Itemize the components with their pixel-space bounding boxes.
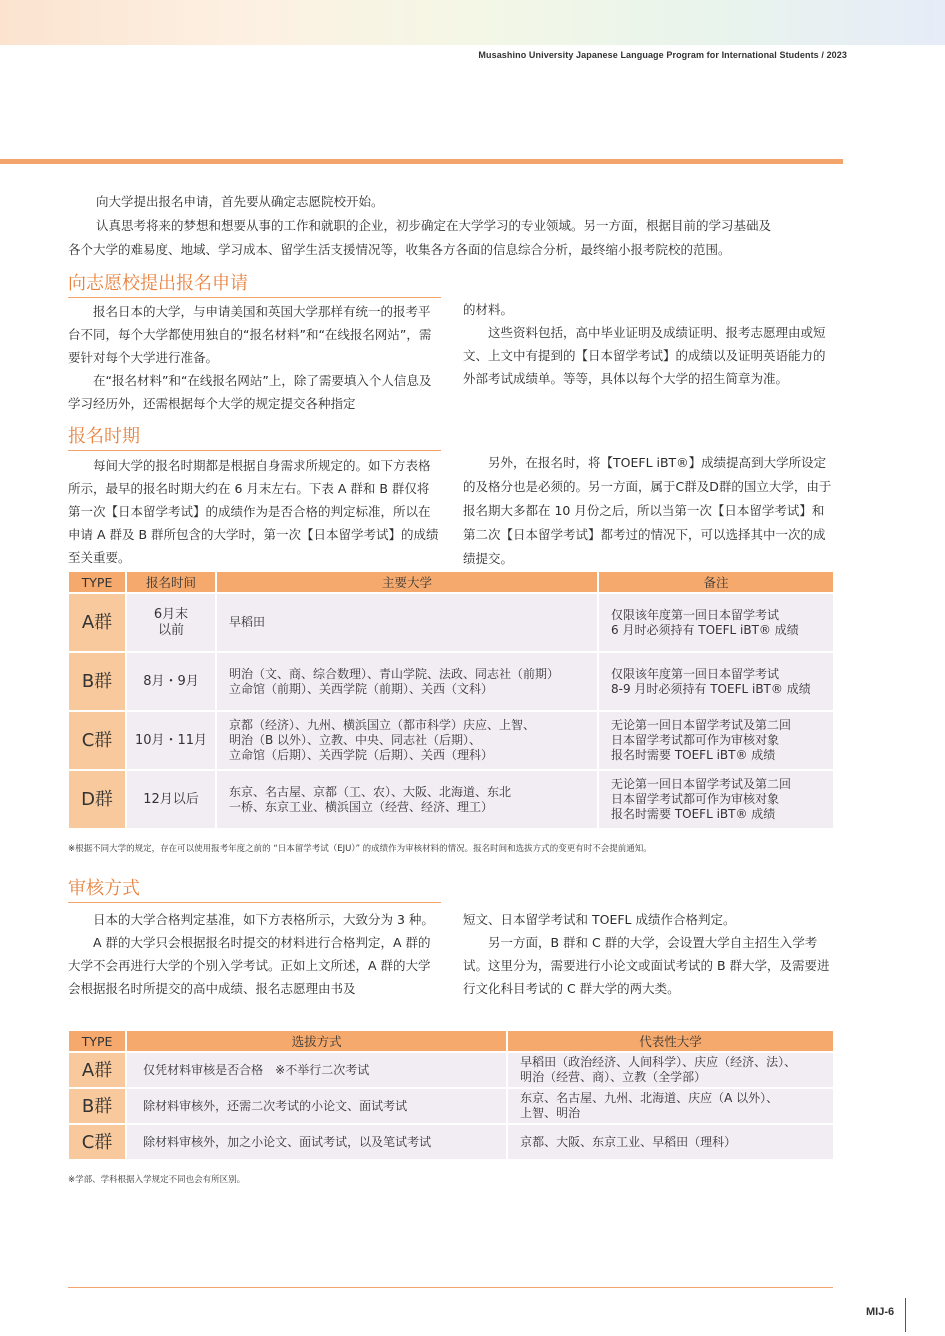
footer-rule [68, 1287, 833, 1288]
note-line: 报名时需要 TOEFL iBT® 成绩 [611, 807, 776, 821]
section3-left-paragraph-2: A 群的大学只会根据报名时提交的材料进行合格判定，A 群的大学不会再进行大学的个别入学考试。正如上文所述，A 群的大学会根据报名时所提交的高中成绩、报名志愿理由书及 [68, 935, 431, 996]
top-gradient-band [0, 0, 945, 45]
table-row [69, 771, 833, 828]
page-number-divider [905, 1298, 906, 1332]
table2-footnote: ※学部、学科根据入学规定不同也会有所区别。 [68, 1175, 246, 1185]
header-period: 报名时间 [127, 572, 215, 592]
university-line: 京都（经济）、九州、横浜国立（都市科学）庆应、上智、 [229, 718, 536, 732]
table-header-row [69, 572, 833, 592]
method-cell: 除材料审核外，加之小论文、面试考试，以及笔试考试 [127, 1125, 506, 1159]
universities-cell [217, 653, 597, 710]
section-title-screening: 审核方式 [68, 878, 441, 903]
section3-right-paragraph-1: 另一方面，B 群和 C 群的大学，会设置大学自主招生入学考试。这里分为，需要进行小论文或面试考试的 B 群大学，及需要进行文化科目考试的 C 群大学的两大类。 [463, 935, 830, 996]
section3-left-paragraph-1: 日本的大学合格判定基准，如下方表格所示，大致分为 3 种。 [93, 912, 434, 927]
intro-paragraph-2a: 认真思考将来的梦想和想要从事的工作和就职的企业，初步确定在大学学习的专业领域。另一方面，根据目前的学习基础及 [96, 218, 772, 233]
header-universities: 主要大学 [217, 572, 597, 592]
universities-cell [217, 712, 597, 769]
university-line: 京都、大阪、东京工业、早稻田（理科） [520, 1134, 737, 1149]
header-type: TYPE [69, 1031, 125, 1051]
note-line: 8-9 月时必须持有 TOEFL iBT® 成绩 [611, 681, 811, 696]
note-line: 日本留学考试都可作为审核对象 [611, 792, 780, 806]
type-cell: B群 [69, 1089, 125, 1123]
section2-right-column [463, 451, 833, 571]
section3-left-column [68, 908, 440, 1000]
table-row [69, 1125, 833, 1159]
university-line: 立命馆（后期）、关西学院（后期）、关西（理科） [229, 748, 494, 762]
note-line: 无论第一回日本留学考试及第二回 [611, 777, 792, 791]
section2-right-paragraph-1: 另外，在报名时，将【TOEFL iBT®】成绩提高到大学所设定的及格分也是必须的。另一方面，属于C群及D群的国立大学，由于报名期大多都在 10 月份之后，所以当第一次【日本留学考试】和第二次【日本留学考试】都考过的情况下，可以选择其中一次的成绩提交。 [463, 455, 832, 566]
university-line: 明治（文、商、综合数理）、青山学院、法政、同志社（前期） [229, 666, 560, 681]
note-line: 仅限该年度第一回日本留学考试 [611, 666, 780, 681]
screening-method-table [67, 1029, 835, 1161]
type-cell: A群 [69, 594, 125, 651]
section1-left-paragraph-1: 报名日本的大学，与申请美国和英国大学那样有统一的报考平台不同，每个大学都使用独自的“报名材料”和“在线报名网站”，需要针对每个大学进行准备。 [68, 304, 432, 365]
note-line: 日本留学考试都可作为审核对象 [611, 733, 780, 747]
note-cell [599, 594, 833, 651]
table-row [69, 1089, 833, 1123]
table1-footnote: ※根据不同大学的规定，存在可以使用报考年度之前的 “日本留学考试（EJU）” 的成绩作为审核材料的情况。报名时间和选拔方式的变更有时不会提前通知。 [68, 844, 652, 854]
representative-cell [508, 1089, 833, 1123]
university-line: 东京、名古屋、九州、北海道、庆应（A 以外）、 [520, 1091, 779, 1105]
representative-cell [508, 1053, 833, 1087]
type-cell: C群 [69, 1125, 125, 1159]
university-line: 明治（B 以外）、立教、中央、同志社（后期）、 [229, 733, 482, 747]
application-period-table [67, 570, 835, 830]
university-line: 上智、明治 [520, 1106, 581, 1120]
university-line: 立命馆（前期）、关西学院（前期）、关西（文科） [229, 681, 494, 696]
university-line: 早稻田 [229, 615, 266, 629]
note-line: 仅限该年度第一回日本留学考试 [611, 607, 780, 622]
type-cell: A群 [69, 1053, 125, 1087]
intro-paragraph-2b: 各个大学的难易度、地域、学习成本、留学生活支援情况等，收集各方各面的信息综合分析，最终缩小报考院校的范围。 [68, 242, 731, 257]
universities-cell [217, 594, 597, 651]
period-cell [127, 653, 215, 710]
period-cell [127, 594, 215, 651]
intro-paragraph-1: 向大学提出报名申请，首先要从确定志愿院校开始。 [96, 194, 384, 209]
section1-right-paragraph-1: 这些资料包括，高中毕业证明及成绩证明、报考志愿理由或短文、上文中有提到的【日本留学考试】的成绩以及证明英语能力的外部考试成绩单。等等，具体以每个大学的招生简章为准。 [463, 325, 826, 386]
section1-left-column [68, 300, 440, 415]
period-line: 10月・11月 [134, 732, 208, 748]
university-line: 一桥、东京工业、横浜国立（经营、经济、理工） [229, 799, 494, 814]
period-cell [127, 712, 215, 769]
period-cell [127, 771, 215, 828]
table-row [69, 712, 833, 769]
period-line: 以前 [157, 622, 184, 638]
header-type: TYPE [69, 572, 125, 592]
note-cell [599, 712, 833, 769]
period-line: 6月末 [153, 606, 189, 622]
note-cell [599, 653, 833, 710]
university-line: 早稻田（政治经济、人间科学）、庆应（经济、法）、 [520, 1055, 797, 1069]
note-cell [599, 771, 833, 828]
period-line: 8月・9月 [143, 673, 199, 689]
header-representative: 代表性大学 [508, 1031, 833, 1051]
table-row [69, 594, 833, 651]
universities-cell [217, 771, 597, 828]
note-line: 无论第一回日本留学考试及第二回 [611, 718, 792, 732]
header-rule [0, 159, 843, 164]
type-cell: C群 [69, 712, 125, 769]
period-line: 12月以后 [143, 791, 199, 807]
type-cell: D群 [69, 771, 125, 828]
section-title-period: 报名时期 [68, 426, 441, 451]
section2-left-column [68, 454, 440, 569]
note-line: 6 月时必须持有 TOEFL iBT® 成绩 [611, 622, 799, 637]
university-line: 明治（经营、商）、立教（全学部） [520, 1070, 707, 1084]
table-row [69, 653, 833, 710]
section3-right-paragraph-0: 短文、日本留学考试和 TOEFL 成绩作合格判定。 [463, 912, 736, 927]
section-title-application: 向志愿校提出报名申请 [68, 273, 441, 298]
header-notes: 备注 [599, 572, 833, 592]
section1-left-paragraph-2: 在“报名材料”和“在线报名网站”上，除了需要填入个人信息及学习经历外，还需根据每个大学的规定提交各种指定 [68, 373, 432, 411]
section1-right-paragraph-0: 的材料。 [463, 302, 514, 317]
type-cell: B群 [69, 653, 125, 710]
representative-cell [508, 1125, 833, 1159]
method-cell: 仅凭材料审核是否合格 ※不举行二次考试 [127, 1053, 506, 1087]
section2-left-paragraph-1: 每间大学的报名时期都是根据自身需求所规定的。如下方表格所示，最早的报名时期大约在 6 月末左右。下表 A 群和 B 群仅将第一次【日本留学考试】的成绩作为是否合格的判定标准，所以在申请 A 群及 B 群所包含的大学时，第一次【日本留学考试】的成绩至关重要。 [68, 458, 439, 565]
page-number: MIJ-6 [866, 1306, 895, 1318]
section1-right-column [463, 298, 833, 390]
section3-right-column [463, 908, 833, 1000]
table-header-row [69, 1031, 833, 1051]
note-line: 报名时需要 TOEFL iBT® 成绩 [611, 748, 776, 762]
header-title: Musashino University Japanese Language Program for International Students / 2023 [478, 50, 847, 60]
method-cell: 除材料审核外，还需二次考试的小论文、面试考试 [127, 1089, 506, 1123]
header-method: 选拔方式 [127, 1031, 506, 1051]
table-row [69, 1053, 833, 1087]
university-line: 东京、名古屋、京都（工、农）、大阪、北海道、东北 [229, 784, 512, 799]
